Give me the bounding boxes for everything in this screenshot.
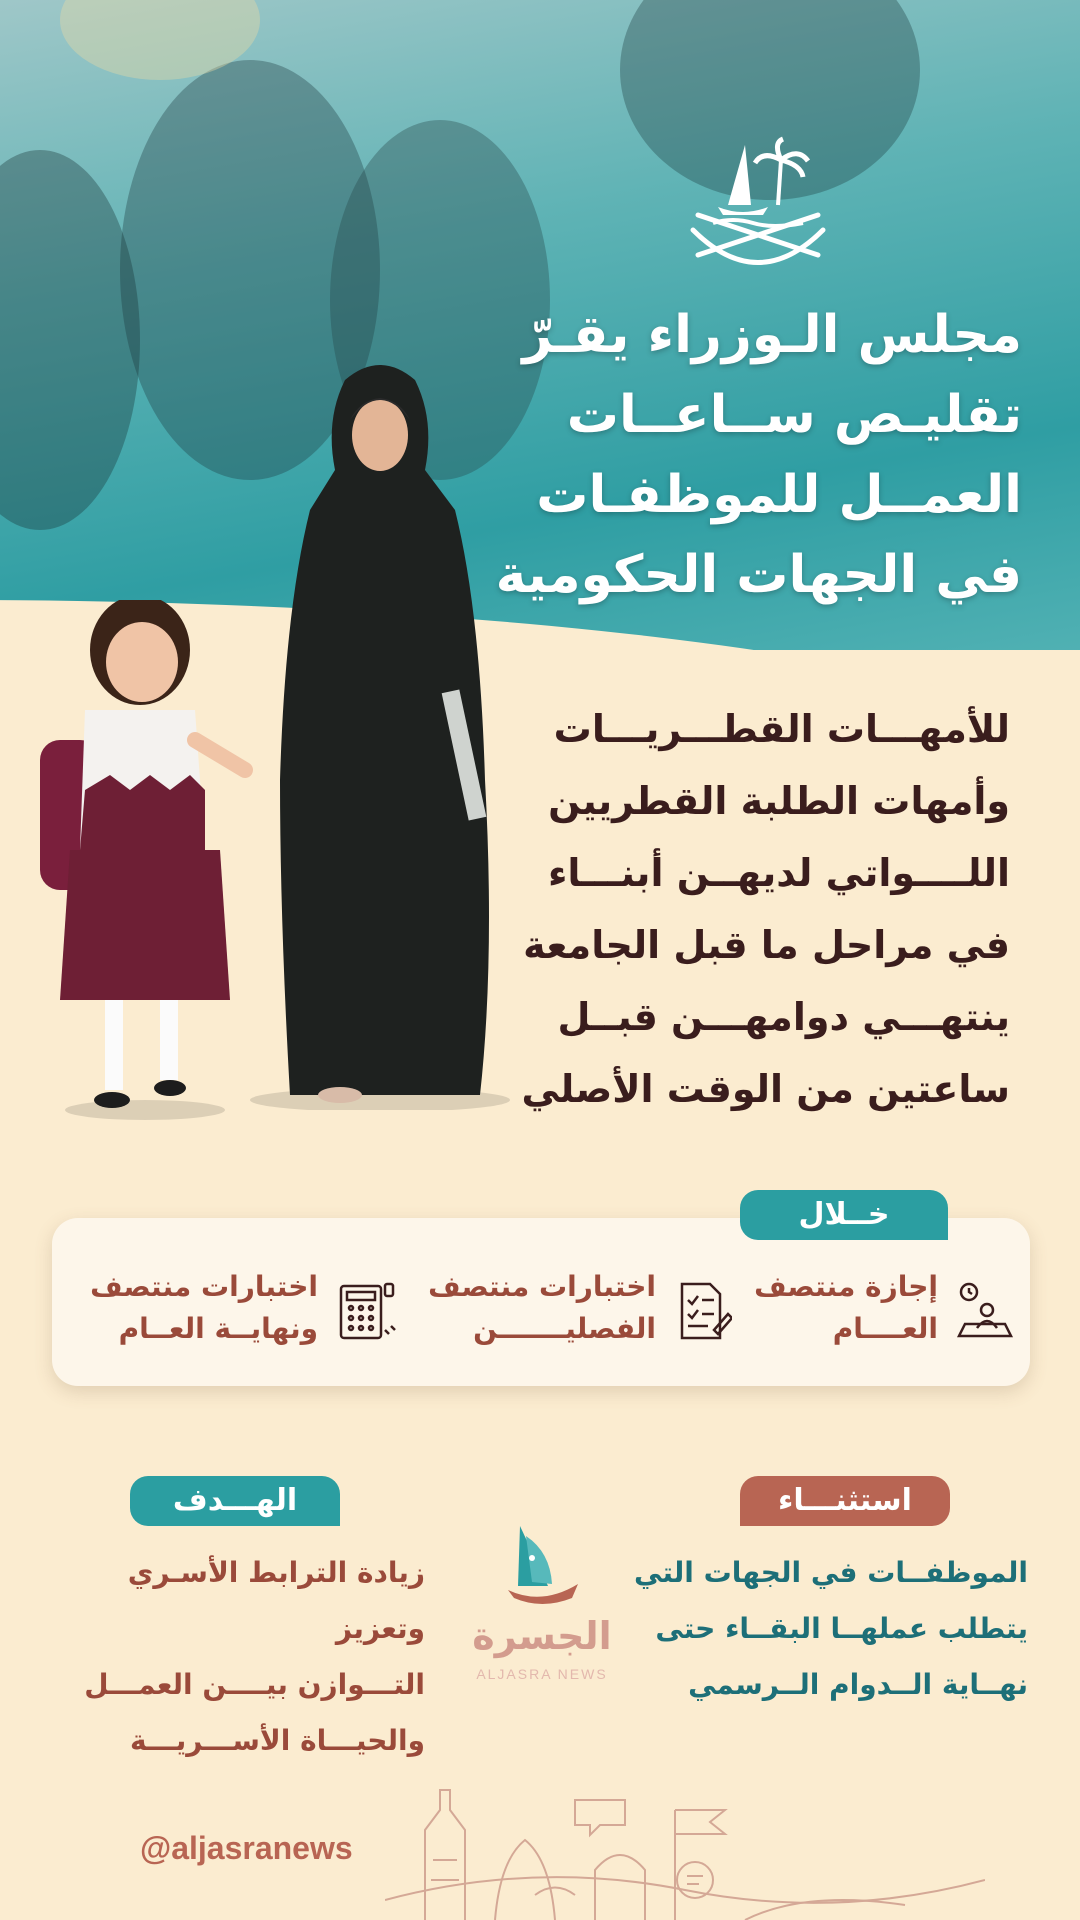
body-line: اللــــواتي لديهــن أبنـــاء [548,851,1010,895]
during-item-text [90,1266,318,1350]
during-item-text [428,1266,656,1350]
background-figure [0,150,140,530]
during-item-line: اختبارات منتصف [428,1270,656,1303]
qatar-emblem-icon [683,135,833,275]
child-figure [30,600,260,1120]
during-item-line: اختبارات منتصف [90,1270,318,1303]
body-line: ساعتين من الوقت الأصلي [521,1067,1010,1111]
goal-line: والحيـــاة الأســـريـــة [130,1724,425,1757]
headline-line: مجلس الـوزراء يقـرّ [522,305,1022,365]
during-item-line: إجازة منتصف [754,1270,938,1303]
headline-line: العمــل للموظفـات [536,465,1022,525]
goal-label-pill: الهـــدف [130,1476,340,1526]
during-item-text [754,1266,938,1350]
during-item-line: ونهايــة العــام [118,1312,318,1345]
during-item-line: العــــام [832,1312,938,1345]
exception-text [634,1545,1028,1713]
headline-line: في الجهات الحكومية [495,545,1022,605]
mother-figure [250,360,520,1110]
skyline-line-art [385,1770,985,1920]
headline-line: تقليـص ســاعــات [566,385,1022,445]
exception-line: نهــاية الــدوام الــرسمي [688,1668,1028,1701]
goal-text [45,1545,425,1769]
headline [496,295,1022,615]
exception-line: يتطلب عملهــا البقــاء حتى [655,1612,1028,1645]
calculator-icon [337,1280,397,1342]
exception-label-pill: استثنـــاء [740,1476,950,1526]
exam-paper-icon [676,1280,732,1342]
exception-line: الموظفــات في الجهات التي [634,1556,1028,1589]
during-item-line: الفصليـــــــن [473,1312,656,1345]
goal-line: زيادة الترابط الأسـري وتعزيز [127,1556,425,1645]
body-line: وأمهات الطلبة القطريين [548,779,1010,823]
during-label-pill: خــلال [740,1190,948,1240]
body-text [522,693,1010,1125]
body-line: للأمهـــات القطـــريـــات [553,707,1010,751]
social-handle: @aljasranews [140,1830,353,1866]
goal-line: التـــوازن بيــــن العمـــل [84,1668,425,1701]
logo-arabic-text: الجسرة [472,1614,612,1658]
logo-latin-text: ALJASRA NEWS [476,1666,608,1682]
body-line: في مراحل ما قبل الجامعة [523,923,1010,967]
dhow-logo-icon [502,1518,582,1618]
body-line: ينتهـــي دوامهـــن قبــل [557,995,1010,1039]
desk-study-icon [955,1280,1015,1340]
aljasra-logo [462,1518,622,1698]
